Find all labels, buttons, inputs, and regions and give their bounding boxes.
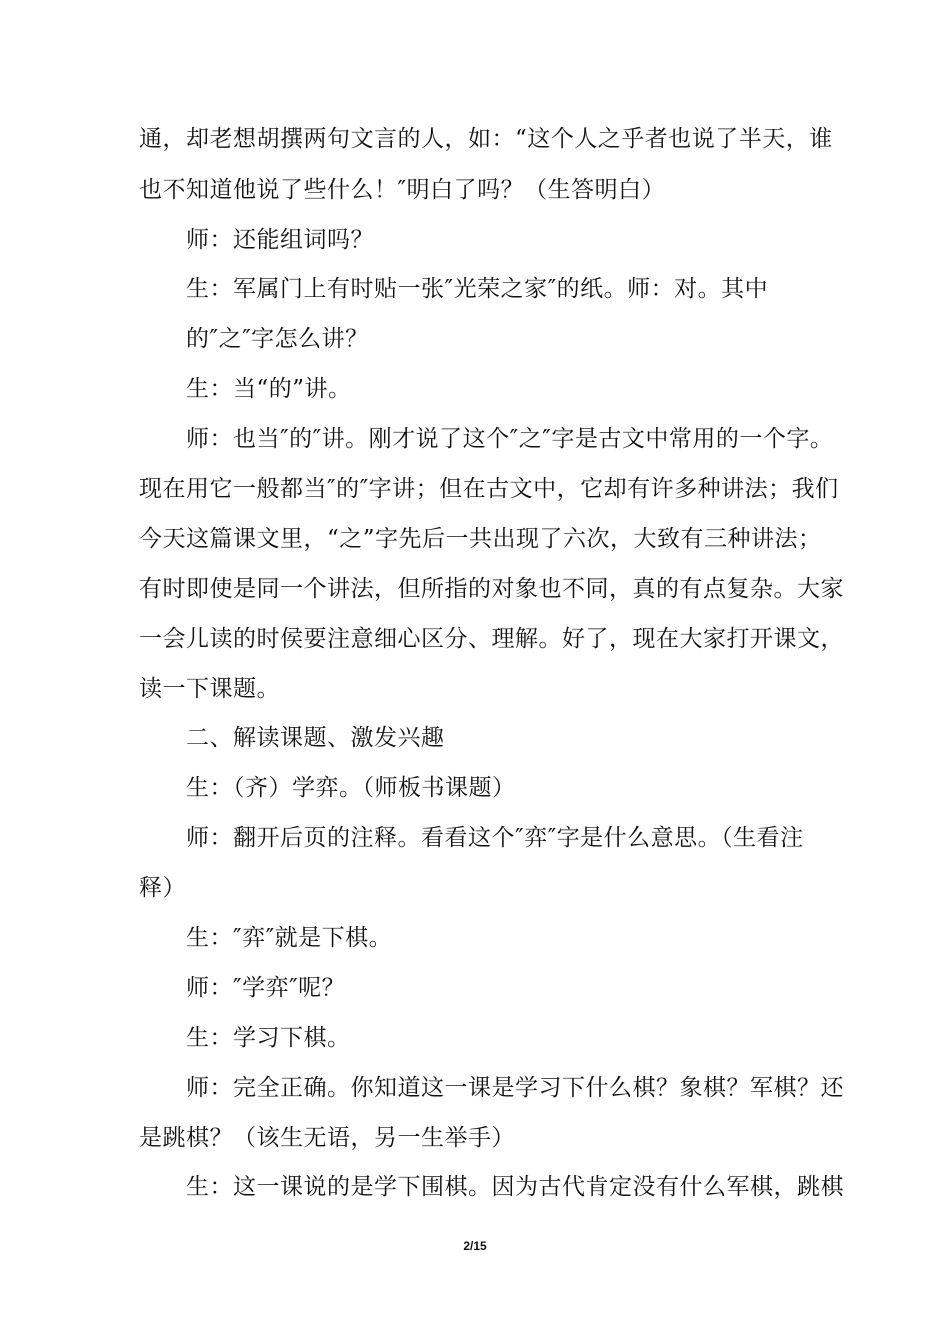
section-heading: 二、解读课题、激发兴趣 bbox=[186, 725, 445, 751]
text-line: 的″之″字怎么讲？ bbox=[186, 326, 369, 352]
text-line: 生：这一课说的是学下围棋。因为古代肯定没有什么军棋，跳棋 bbox=[186, 1174, 844, 1200]
text-line: 师：″学弈″呢？ bbox=[186, 975, 346, 1001]
page-number: 2/15 bbox=[463, 1239, 487, 1253]
text-line: 释） bbox=[139, 875, 186, 901]
text-line: 有时即使是同一个讲法，但所指的对象也不同，真的有点复杂。大家 bbox=[139, 576, 844, 602]
text-line: 师：还能组词吗？ bbox=[186, 227, 374, 253]
text-line: 师：也当″的″讲。刚才说了这个″之″字是古文中常用的一个字。 bbox=[186, 426, 834, 452]
text-line: 生：学习下棋。 bbox=[186, 1025, 351, 1051]
text-line: 生：当“的”讲。 bbox=[186, 376, 352, 402]
text-line: 现在用它一般都当″的″字讲；但在古文中，它却有许多种讲法；我们 bbox=[139, 476, 839, 502]
text-line: 是跳棋？（该生无语，另一生举手） bbox=[139, 1125, 515, 1151]
text-line: 今天这篇课文里，“之”字先后一共出现了六次，大致有三种讲法； bbox=[139, 526, 822, 552]
text-line: 通，却老想胡撰两句文言的人，如：“这个人之乎者也说了半天，谁 bbox=[139, 126, 833, 152]
text-line: 也不知道他说了些什么！″明白了吗？（生答明白） bbox=[139, 177, 666, 203]
text-line: 生：″弈″就是下棋。 bbox=[186, 925, 393, 951]
text-line: 生：（齐）学弈。（师板书课题） bbox=[186, 775, 516, 801]
text-line: 生：军属门上有时贴一张″光荣之家″的纸。师：对。其中 bbox=[186, 276, 769, 302]
text-line: 师：翻开后页的注释。看看这个″弈″字是什么意思。（生看注 bbox=[186, 825, 804, 851]
text-line: 一会儿读的时侯要注意细心区分、理解。好了，现在大家打开课文， bbox=[139, 626, 844, 652]
text-line: 师：完全正确。你知道这一课是学习下什么棋？象棋？军棋？还 bbox=[186, 1075, 844, 1101]
text-line: 读一下课题。 bbox=[139, 676, 280, 702]
